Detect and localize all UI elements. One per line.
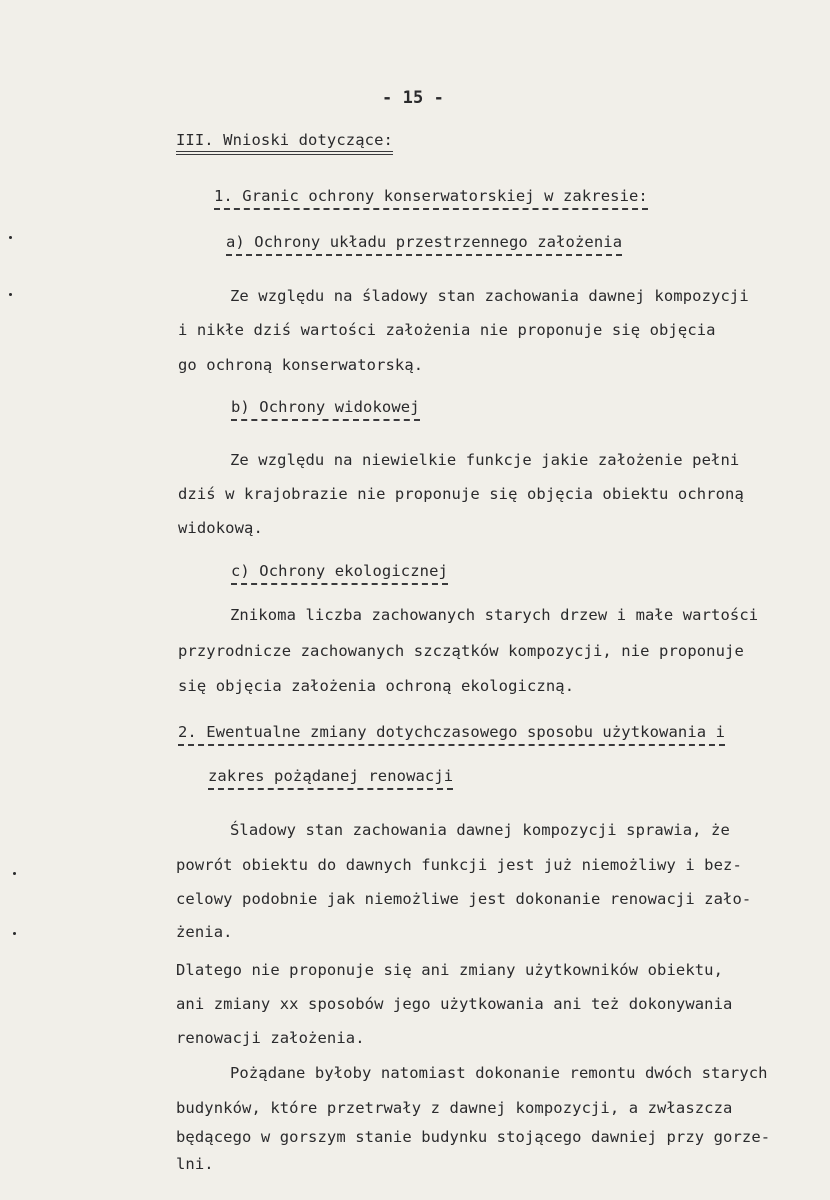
paragraph-line: renowacji założenia. [176, 1029, 365, 1047]
section-heading-text: III. Wnioski dotyczące: [176, 131, 393, 155]
paragraph-line: będącego w gorszym stanie budynku stojącego dawniej przy gorze- [176, 1128, 771, 1146]
subsection-2-title-cont [208, 766, 453, 786]
paragraph-line: żenia. [176, 923, 233, 941]
subsection-1-title [214, 186, 648, 206]
section-heading [176, 130, 393, 150]
item-b-title [231, 397, 420, 417]
paragraph-line: Znikoma liczba zachowanych starych drzew i małe wartości [230, 606, 759, 624]
paragraph-line: lni. [176, 1155, 214, 1173]
paragraph-line: powrót obiektu do dawnych funkcji jest już niemożliwy i bez- [176, 856, 742, 874]
paragraph-line: Ze względu na niewielkie funkcje jakie założenie pełni [230, 451, 740, 469]
paragraph-line: go ochroną konserwatorską. [178, 356, 424, 374]
paragraph-line: widokową. [178, 519, 263, 537]
item-a-title [226, 232, 622, 252]
subsection-1-title-text: 1. Granic ochrony konserwatorskiej w zakresie: [214, 187, 648, 210]
paragraph-line: budynków, które przetrwały z dawnej kompozycji, a zwłaszcza [176, 1099, 733, 1117]
item-b-title-text: b) Ochrony widokowej [231, 398, 420, 421]
paragraph-line: Śladowy stan zachowania dawnej kompozycji sprawia, że [230, 821, 730, 839]
paragraph-line: przyrodnicze zachowanych szczątków kompozycji, nie proponuje [178, 642, 744, 660]
paragraph-line: dziś w krajobrazie nie proponuje się objęcia obiektu ochroną [178, 485, 744, 503]
item-a-title-text: a) Ochrony układu przestrzennego założenia [226, 233, 622, 256]
paragraph-line: ani zmiany xx sposobów jego użytkowania ani też dokonywania [176, 995, 733, 1013]
margin-mark [9, 236, 12, 239]
margin-mark [13, 872, 16, 875]
margin-mark [13, 932, 16, 935]
paragraph-line: celowy podobnie jak niemożliwe jest dokonanie renowacji zało- [176, 890, 752, 908]
paragraph-line: Dlatego nie proponuje się ani zmiany użytkowników obiektu, [176, 961, 724, 979]
subsection-2-title-line2: zakres pożądanej renowacji [208, 767, 453, 790]
subsection-2-title-line1: 2. Ewentualne zmiany dotychczasowego sposobu użytkowania i [178, 723, 725, 746]
paragraph-line: Pożądane byłoby natomiast dokonanie remontu dwóch starych [230, 1064, 768, 1082]
paragraph-line: Ze względu na śladowy stan zachowania dawnej kompozycji [230, 287, 749, 305]
subsection-2-title [178, 722, 725, 742]
paragraph-line: i nikłe dziś wartości założenia nie proponuje się objęcia [178, 321, 716, 339]
item-c-title-text: c) Ochrony ekologicznej [231, 562, 448, 585]
paragraph-line: się objęcia założenia ochroną ekologiczną. [178, 677, 575, 695]
item-c-title [231, 561, 448, 581]
margin-mark [9, 293, 12, 296]
page-number: - 15 - [382, 88, 445, 108]
